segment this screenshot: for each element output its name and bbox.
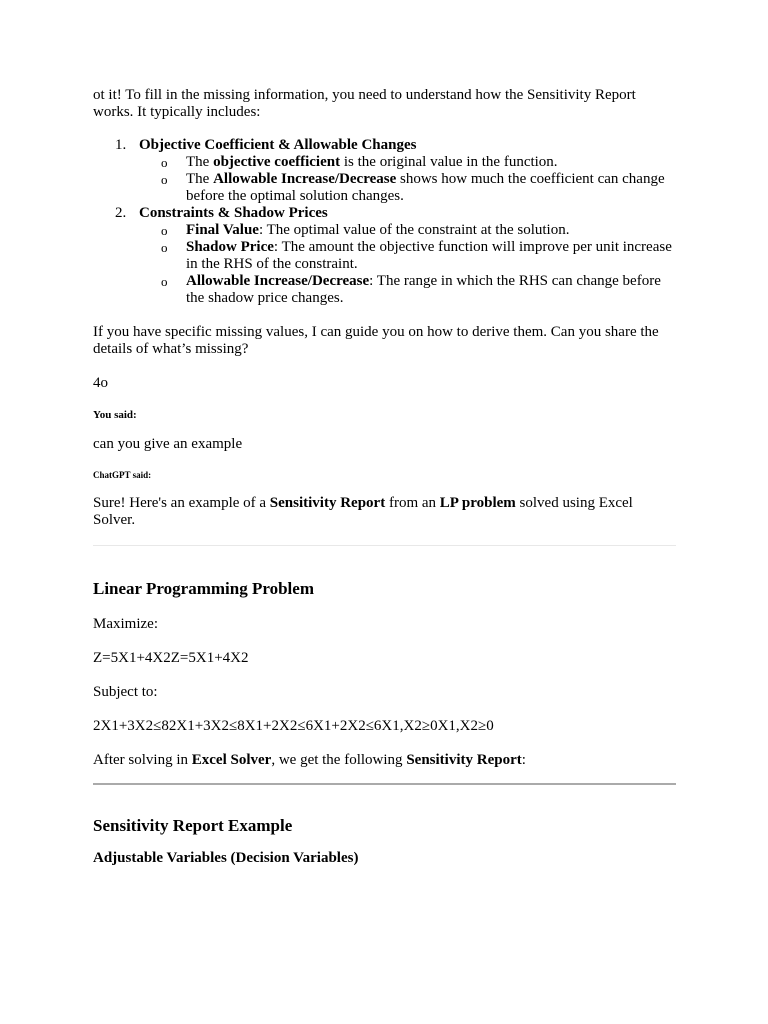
sub-list-item: o Shadow Price: The amount the objective function will improve per unit increase in the RHS of the constraint. <box>161 239 672 272</box>
after-solving-paragraph: After solving in Excel Solver, we get the following Sensitivity Report: <box>93 752 526 768</box>
bullet-icon: o <box>161 274 168 289</box>
list-item-2 <box>93 205 676 307</box>
lp-heading: Linear Programming Problem <box>93 579 314 598</box>
sub-list <box>139 222 676 307</box>
user-message: can you give an example <box>93 436 243 452</box>
divider-light <box>93 545 676 546</box>
sub-list-item: o Final Value: The optimal value of the constraint at the solution. <box>161 222 570 238</box>
assistant-reply: Sure! Here's an example of a Sensitivity Report from an LP problem solved using Excel Solver. <box>93 495 633 528</box>
maximize-label: Maximize: <box>93 616 158 632</box>
sensitivity-report-heading: Sensitivity Report Example <box>93 816 293 835</box>
model-tag: 4o <box>93 375 108 391</box>
sub-list-item: o The Allowable Increase/Decrease shows how much the coefficient can change before the optimal solution changes. <box>161 171 665 204</box>
list-item-title: Constraints & Shadow Prices <box>139 205 328 221</box>
bullet-icon: o <box>161 240 168 255</box>
bullet-icon: o <box>161 172 168 187</box>
sub-list <box>139 154 676 205</box>
sub-list-item: o The objective coefficient is the original value in the function. <box>161 154 558 170</box>
you-said-label: You said: <box>93 409 137 421</box>
list-number: 2. <box>115 205 127 221</box>
constraints-line: 2X1+3X2≤82X1+3X2≤8X1+2X2≤6X1+2X2≤6X1,X2≥0X1,X2≥0 <box>93 718 494 734</box>
document-page <box>93 87 676 867</box>
bullet-icon: o <box>161 155 168 170</box>
chatgpt-said-label: ChatGPT said: <box>93 470 152 480</box>
divider-dark <box>93 783 676 785</box>
bullet-icon: o <box>161 223 168 238</box>
intro-paragraph: ot it! To fill in the missing information, you need to understand how the Sensitivity Report works. It typically includes: <box>93 87 636 120</box>
list-number: 1. <box>115 137 127 153</box>
subject-to-label: Subject to: <box>93 684 158 700</box>
numbered-list <box>93 137 676 307</box>
adjustable-variables-heading: Adjustable Variables (Decision Variables) <box>93 850 359 866</box>
objective-function: Z=5X1+4X2Z=5X1+4X2 <box>93 650 249 666</box>
list-item-title: Objective Coefficient & Allowable Changes <box>139 137 417 153</box>
followup-paragraph: If you have specific missing values, I can guide you on how to derive them. Can you share the details of what’s missing? <box>93 324 659 357</box>
list-item-1 <box>93 137 676 205</box>
sub-list-item: o Allowable Increase/Decrease: The range in which the RHS can change before the shadow price changes. <box>161 273 661 306</box>
